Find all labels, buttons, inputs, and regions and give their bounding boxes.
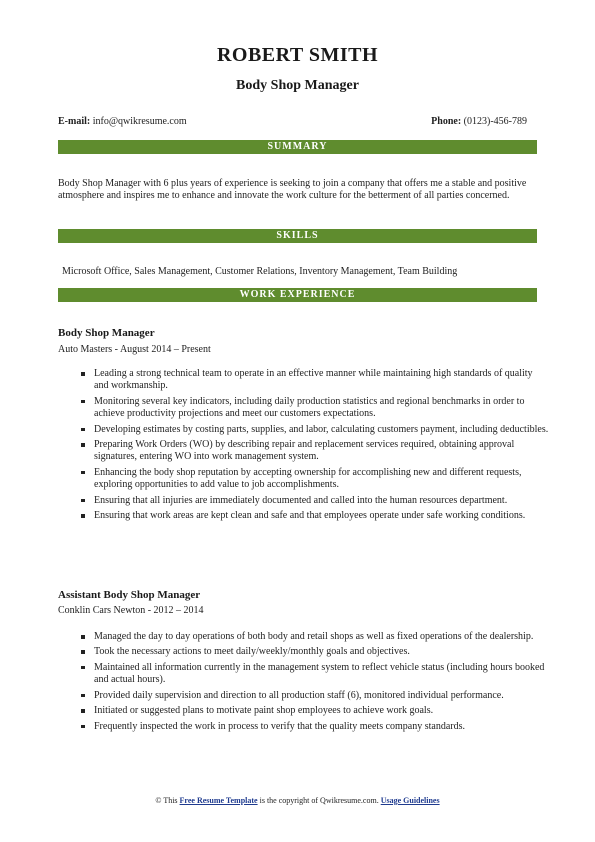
- list-item: Ensuring that work areas are kept clean and safe and that employees operate under safe working conditions.: [94, 510, 549, 522]
- job-meta-2: Conklin Cars Newton - 2012 – 2014: [58, 605, 204, 616]
- list-item: Frequently inspected the work in process to verify that the quality meets company standards.: [94, 721, 549, 733]
- list-item: Leading a strong technical team to operate in an effective manner while maintaining high standards of quality and workmanship.: [94, 368, 549, 393]
- email-line: [58, 116, 187, 127]
- summary-section-header: SUMMARY: [58, 140, 537, 154]
- list-item: Provided daily supervision and direction to all production staff (6), monitored individual performance.: [94, 690, 549, 702]
- candidate-name: ROBERT SMITH: [216, 44, 379, 66]
- list-item: Developing estimates by costing parts, supplies, and labor, calculating customers payment, including deductibles.: [94, 423, 549, 435]
- phone-label: Phone:: [431, 116, 462, 127]
- list-item: Took the necessary actions to meet daily/weekly/monthly goals and objectives.: [94, 646, 549, 658]
- summary-text: Body Shop Manager with 6 plus years of experience is seeking to join a company that offers me a stable and positive atmosphere and inspires me to enhance and innovate the work culture for the betterment of all parties concerned.: [58, 178, 527, 202]
- footer: [0, 796, 595, 805]
- email-value[interactable]: info@qwikresume.com: [92, 116, 187, 127]
- job-title-2: Assistant Body Shop Manager: [58, 589, 201, 601]
- list-item: Preparing Work Orders (WO) by describing repair and replacement services required, obtaining approval signatures, entering WO into work management system.: [94, 439, 549, 464]
- work-experience-section-header: WORK EXPERIENCE: [58, 288, 537, 302]
- job-meta-1: Auto Masters - August 2014 – Present: [58, 344, 211, 355]
- phone-value: (0123)-456-789: [463, 116, 527, 127]
- skills-section-header: SKILLS: [58, 229, 537, 243]
- usage-guidelines-link[interactable]: Usage Guidelines: [380, 796, 440, 805]
- list-item: Ensuring that all injuries are immediately documented and called into the human resources department.: [94, 495, 549, 507]
- phone-line: [431, 116, 527, 127]
- list-item: Initiated or suggested plans to motivate paint shop employees to achieve work goals.: [94, 705, 549, 717]
- free-resume-template-link[interactable]: Free Resume Template: [179, 796, 258, 805]
- skills-text: Microsoft Office, Sales Management, Customer Relations, Inventory Management, Team Building: [62, 266, 458, 277]
- job-1-bullet-list: [78, 368, 549, 526]
- footer-prefix: © This: [155, 796, 180, 805]
- email-label: E-mail:: [58, 116, 91, 127]
- list-item: Monitoring several key indicators, including daily production statistics and regional benchmarks in order to achieve productivity projections and meet our customers expectations.: [94, 396, 549, 421]
- job-2-bullet-list: [78, 631, 549, 736]
- job-title-1: Body Shop Manager: [58, 327, 155, 339]
- candidate-title: Body Shop Manager: [236, 78, 359, 93]
- list-item: Managed the day to day operations of both body and retail shops as well as fixed operations of the dealership.: [94, 631, 549, 643]
- footer-middle: is the copyright of Qwikresume.com.: [257, 796, 381, 805]
- list-item: Maintained all information currently in the management system to reflect vehicle status (including hours booked and actual hours).: [94, 662, 549, 687]
- list-item: Enhancing the body shop reputation by accepting ownership for accomplishing new and different requests, exploring opportunities to add value to job accomplishments.: [94, 467, 549, 492]
